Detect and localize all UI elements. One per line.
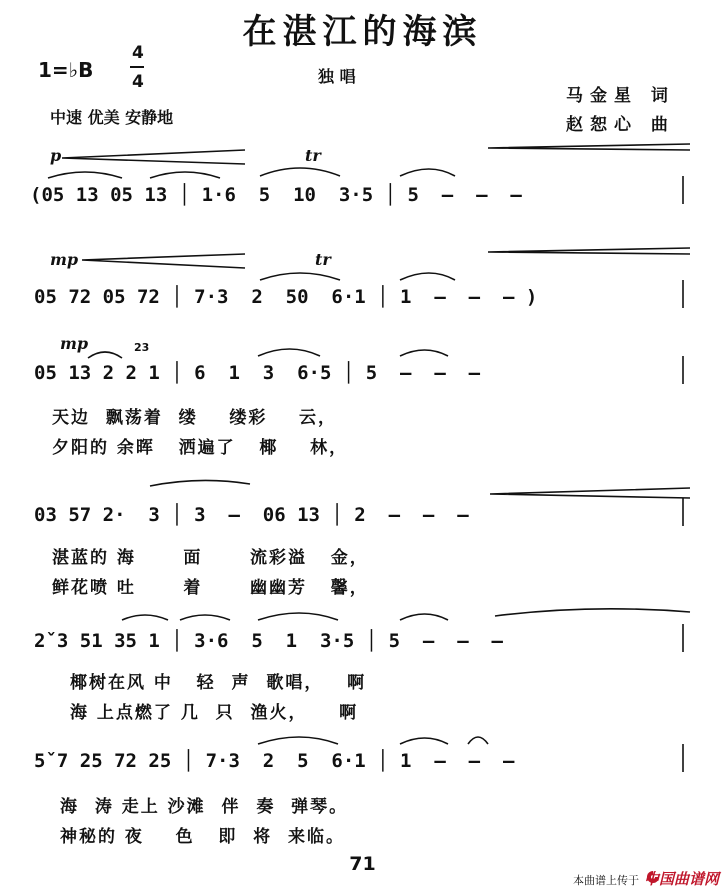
grace-note: 23 [134,341,150,354]
site-name[interactable]: 中国曲谱网 [643,870,719,888]
key-signature: 1=♭B [38,58,94,82]
dynamic-marking: mp [60,334,89,353]
lyric-verse-1: 海 涛 走上 沙滩 伴 奏 弹琴。 [60,797,349,817]
performance-style: 独 唱 [318,67,356,86]
notation-line: 03 57 2· 3 │ 3 — 06 13 │ 2 — — — [34,504,469,526]
dynamic-marking: p [50,146,62,165]
trill-marking: tr [305,146,321,165]
notation-line: 05 13 2 2 1 │ 6 1 3 6·5 │ 5 — — — [34,362,481,384]
song-title: 在湛江的海滨 [242,12,483,52]
trill-marking: tr [315,250,331,269]
tempo-marking: 中速 优美 安静地 [50,108,174,127]
notation-line: 05 72 05 72 │ 7·3 2 50 6·1 │ 1 — — — ) [34,286,538,308]
lyric-verse-2: 夕阳的 余晖 洒遍了 椰 林， [52,438,349,458]
upload-note: 本曲谱上传于 [573,874,639,887]
time-signature-top: 4 [132,43,144,63]
lyricist-credit: 马金星 词 [566,86,675,106]
lyric-verse-2: 海 上点燃了 几 只 渔火， 啊 [70,703,359,723]
dynamic-marking: mp [50,250,79,269]
lyric-verse-1: 湛蓝的 海 面 流彩溢 金， [52,548,369,568]
lyric-verse-2: 神秘的 夜 色 即 将 来临。 [60,827,346,847]
lyric-verse-1: 天边 飘荡着 缕 缕彩 云， [52,408,338,428]
time-signature-bottom: 4 [132,72,144,92]
notation-line: (05 13 05 13 │ 1·6 5 10 3·5 │ 5 — — — [30,184,522,206]
notation-line: 5ˇ7 25 72 25 │ 7·3 2 5 6·1 │ 1 — — — [34,750,515,772]
lyric-verse-2: 鲜花喷 吐 着 幽幽芳 馨， [52,578,369,598]
lyric-verse-1: 椰树在风 中 轻 声 歌唱， 啊 [70,673,367,693]
composer-credit: 赵恕心 曲 [566,115,675,135]
notation-line: 2ˇ3 51 35 1 │ 3·6 5 1 3·5 │ 5 — — — [34,630,503,652]
page-number: 71 [349,853,376,875]
